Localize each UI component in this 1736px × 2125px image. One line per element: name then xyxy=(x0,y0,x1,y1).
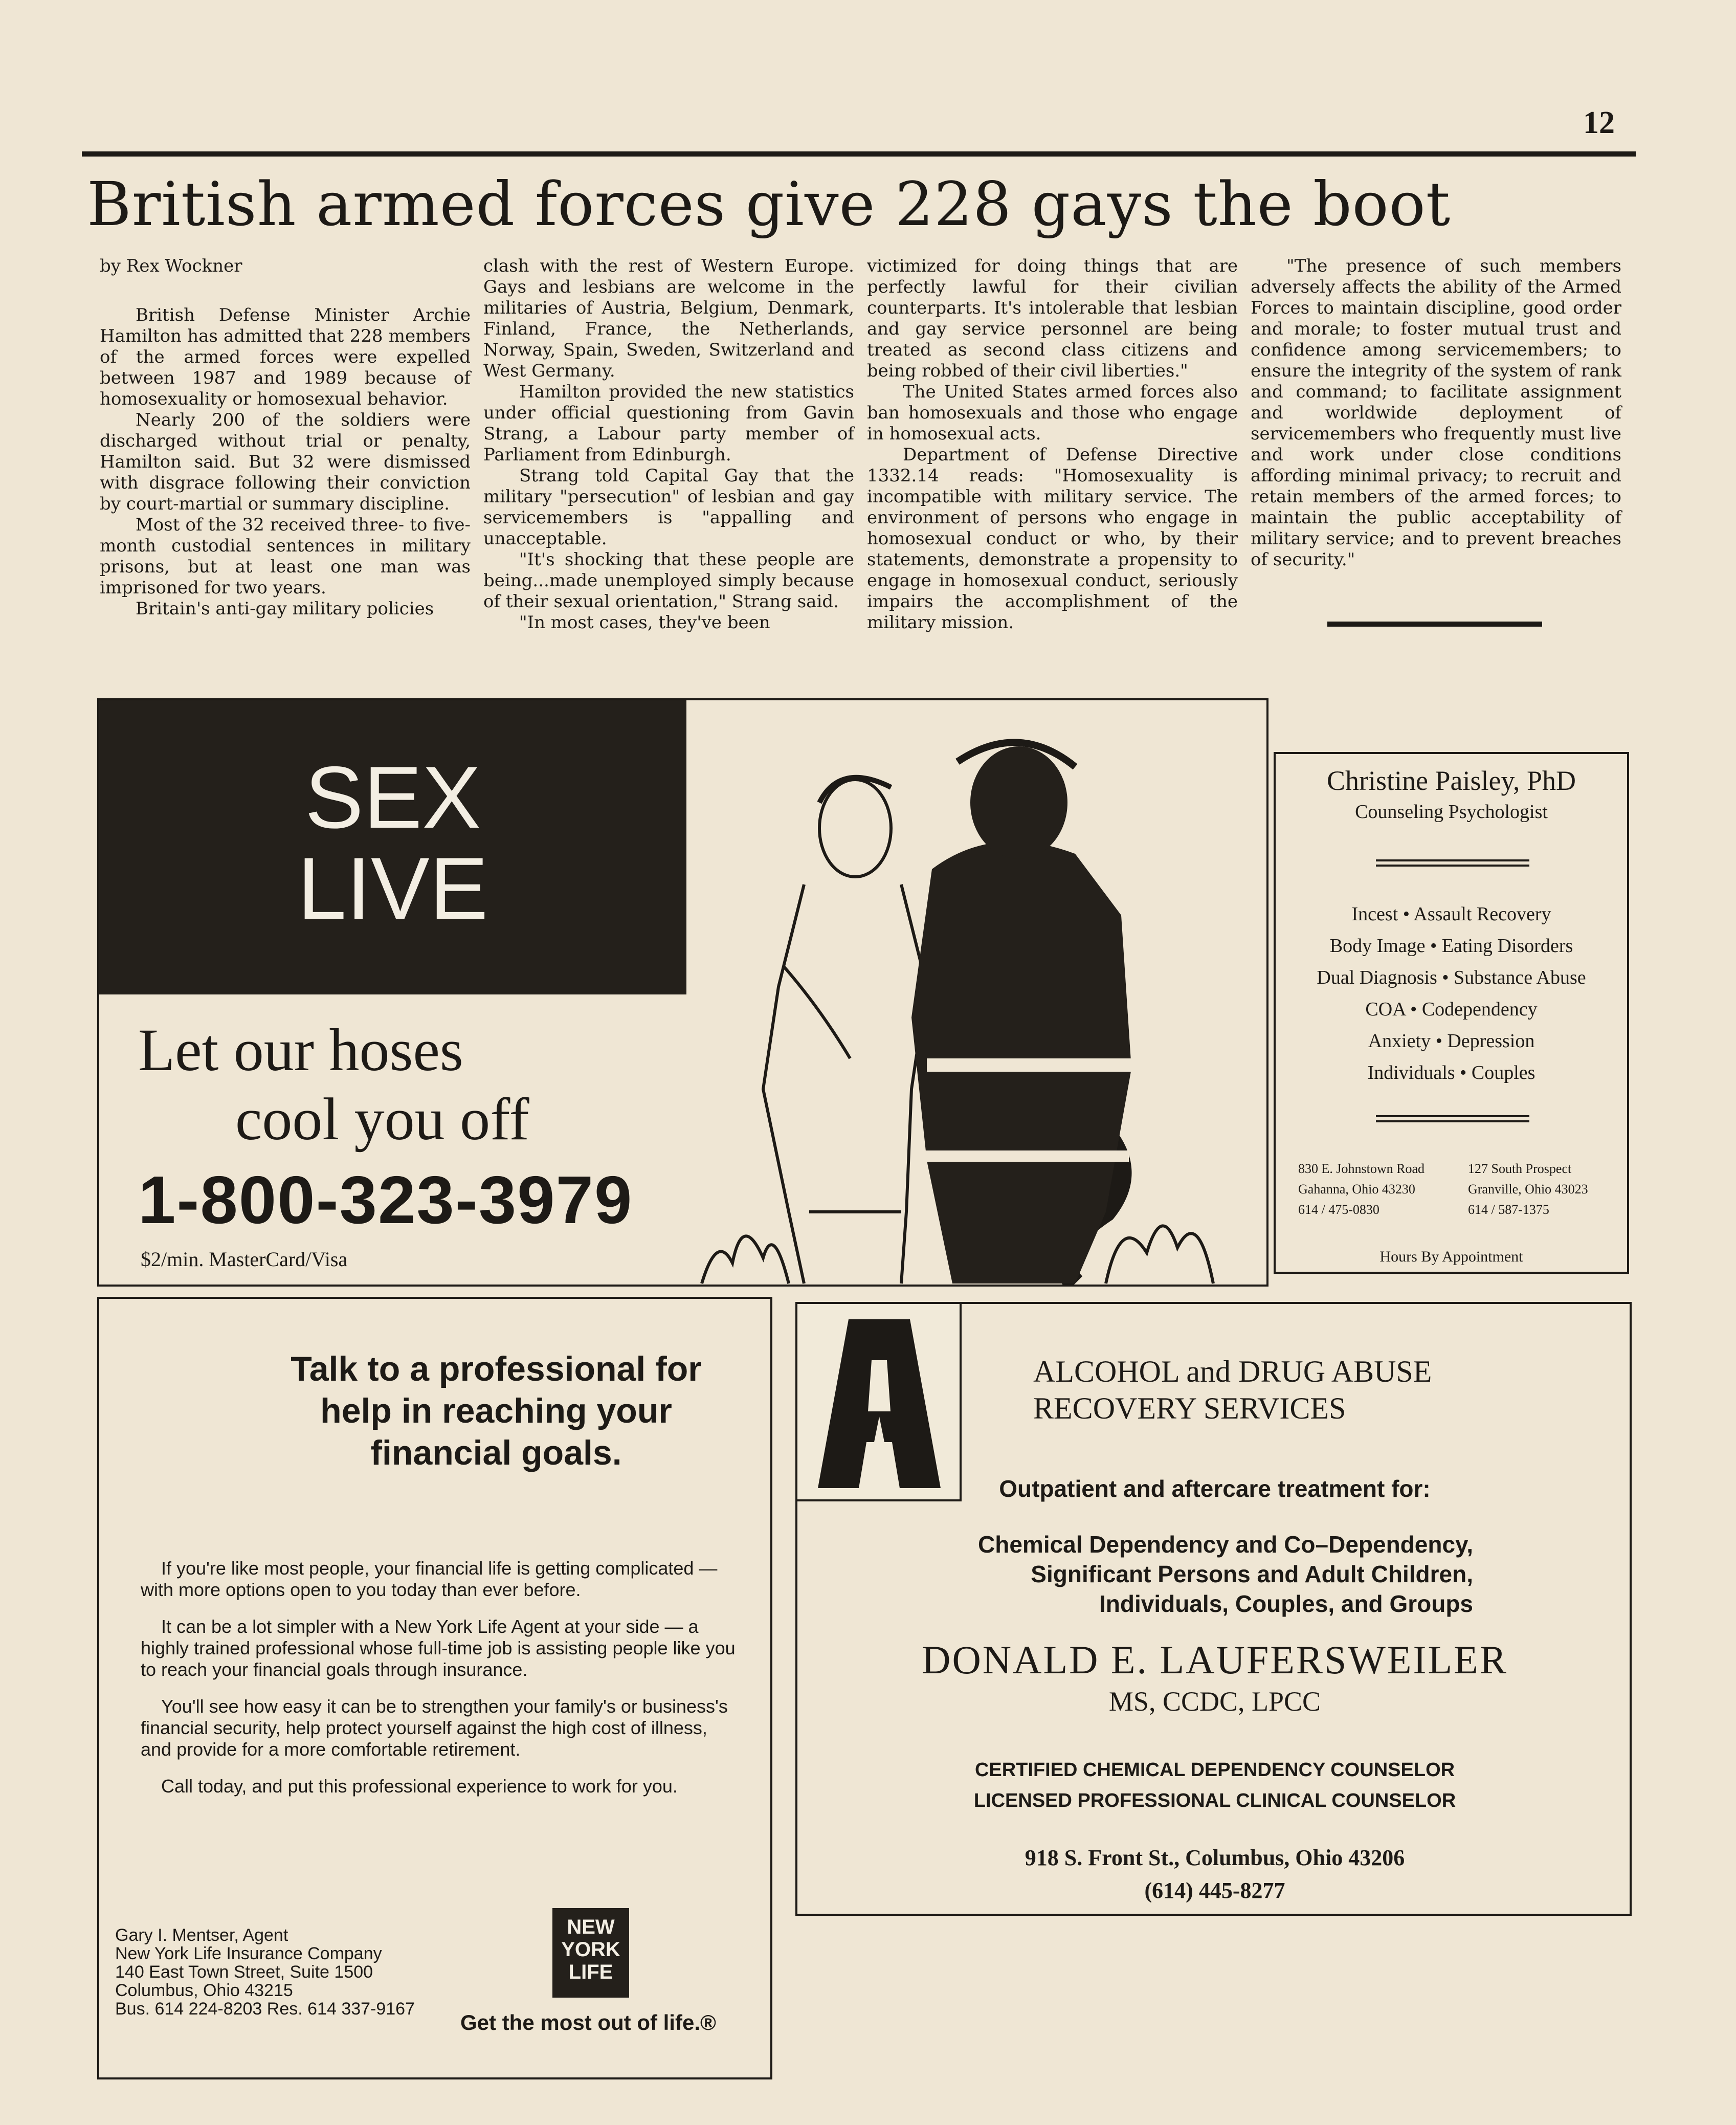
paragraph: British Defense Minister Archie Hamilton has admitted that 228 members of the armed forces were expelled between 1987 and 1989 because of homosexuality or homosexual behavior. xyxy=(100,305,471,409)
specialty-item: COA • Codependency xyxy=(1365,999,1538,1020)
office-address-1 xyxy=(1298,1159,1425,1220)
nyl-paragraph: If you're like most people, your financial life is getting complicated — with more options open to you today than ever before. xyxy=(141,1558,718,1600)
office-city: Gahanna, Ohio 43230 xyxy=(1298,1182,1415,1197)
sex-live-line-2: LIVE xyxy=(297,839,488,938)
treatment-item: Significant Persons and Adult Children, xyxy=(1031,1561,1473,1587)
paragraph: victimized for doing things that are perfectly lawful for their civilian counterparts. It's intolerable that lesbian and gay service personnel are being treated as second class citizens and being robbed of their civil liberties." xyxy=(867,256,1238,381)
agent-phones: Bus. 614 224-8203 Res. 614 337-9167 xyxy=(115,1999,415,2019)
article-column-2 xyxy=(483,256,854,633)
paragraph: "In most cases, they've been xyxy=(519,612,770,633)
specialty-item: Body Image • Eating Disorders xyxy=(1329,935,1573,957)
recovery-phone: (614) 445-8277 xyxy=(1144,1878,1285,1903)
recovery-logo xyxy=(795,1302,962,1501)
office-address-2 xyxy=(1468,1159,1588,1220)
firefighters-illustration xyxy=(686,700,1266,1285)
agent-name: Gary I. Mentser, Agent xyxy=(115,1925,288,1945)
sex-live-tagline-2: cool you off xyxy=(235,1086,529,1153)
nyl-paragraph: It can be a lot simpler with a New York Life Agent at your side — a highly trained professional whose full-time job is assisting people like you to reach your financial goals through insurance. xyxy=(141,1616,736,1680)
divider xyxy=(1376,1115,1529,1122)
sex-live-phone: 1-800-323-3979 xyxy=(138,1162,633,1237)
nyl-headline: Talk to a professional for help in reaching your financial goals. xyxy=(291,1349,702,1472)
sex-live-rates: $2/min. MasterCard/Visa xyxy=(141,1248,348,1271)
nyl-agent-info xyxy=(115,1926,415,2018)
header-rule xyxy=(82,151,1636,157)
nyl-paragraph: Call today, and put this professional experience to work for you. xyxy=(161,1776,678,1797)
recovery-title-line-1: ALCOHOL and DRUG ABUSE xyxy=(1033,1355,1432,1388)
office-city: Granville, Ohio 43023 xyxy=(1468,1182,1588,1197)
certification: LICENSED PROFESSIONAL CLINICAL COUNSELOR xyxy=(973,1790,1456,1811)
nyl-paragraph: You'll see how easy it can be to strengthen your family's or business's financial security, help protect yourself against the high cost of illness, and provide for a more comfortable retirement. xyxy=(141,1696,728,1760)
office-street: 830 E. Johnstown Road xyxy=(1298,1161,1425,1176)
recovery-certifications xyxy=(798,1755,1632,1816)
certification: CERTIFIED CHEMICAL DEPENDENCY COUNSELOR xyxy=(974,1759,1455,1781)
page-number: 12 xyxy=(1583,105,1615,140)
logo-line: YORK xyxy=(561,1938,620,1961)
sex-live-title xyxy=(99,748,686,938)
logo-line: NEW xyxy=(567,1916,615,1938)
paragraph: Most of the 32 received three- to five-month custodial sentences in military prisons, but at least one man was imprisoned for two years. xyxy=(100,515,471,598)
recovery-title-line-2: RECOVERY SERVICES xyxy=(1033,1391,1346,1425)
paragraph: Hamilton provided the new statistics under official questioning from Gavin Strang, a Labour party member of Parliament from Edinburgh. xyxy=(483,382,854,465)
article-column-3 xyxy=(867,256,1238,633)
agent-city: Columbus, Ohio 43215 xyxy=(115,1981,293,2000)
recovery-subhead: Outpatient and aftercare treatment for: xyxy=(999,1475,1431,1502)
treatment-item: Chemical Dependency and Co–Dependency, xyxy=(978,1531,1473,1558)
paragraph: Nearly 200 of the soldiers were discharged without trial or penalty, Hamilton said. But 32 were dismissed with disgrace following their conviction by court-martial or summary discipline. xyxy=(100,410,471,514)
letter-a-logo-icon xyxy=(797,1304,960,1500)
counselor-name: Christine Paisley, PhD xyxy=(1326,765,1576,796)
recovery-address: 918 S. Front St., Columbus, Ohio 43206 xyxy=(1025,1845,1405,1870)
article-headline: British armed forces give 228 gays the boot xyxy=(87,169,1451,239)
logo-line: LIFE xyxy=(568,1961,613,1983)
office-phone: 614 / 587-1375 xyxy=(1468,1202,1549,1217)
recovery-title xyxy=(1033,1353,1432,1427)
article-column-1 xyxy=(100,256,471,619)
recovery-credentials: MS, CCDC, LPCC xyxy=(1108,1686,1321,1717)
paragraph: "It's shocking that these people are being...made unemployed simply because of their sexual orientation," Strang said. xyxy=(483,549,854,612)
article-end-rule xyxy=(1327,622,1542,627)
specialty-item: Individuals • Couples xyxy=(1367,1062,1535,1083)
nyl-logo xyxy=(552,1908,629,1998)
paragraph: "The presence of such members adversely affects the ability of the Armed Forces to maintain discipline, good order and morale; to foster mutual trust and confidence among servicemembers; to ensure the integrity of the system of rank and command; to facilitate assignment and worldwide deployment of servicemembers who frequently must live and work under close conditions affording minimal privacy; to recruit and retain members of the armed forces; to maintain the public acceptability of military service; and to prevent breaches of security." xyxy=(1251,256,1621,570)
byline: by Rex Wockner xyxy=(100,256,242,276)
recovery-counselor-name: DONALD E. LAUFERSWEILER xyxy=(922,1637,1508,1682)
recovery-contact xyxy=(798,1842,1632,1907)
recovery-treatments xyxy=(962,1530,1473,1619)
paragraph: Strang told Capital Gay that the military "persecution" of lesbian and gay servicemembers is "appalling and unacceptable. xyxy=(483,466,854,549)
sex-live-line-1: SEX xyxy=(304,748,481,847)
paragraph: clash with the rest of Western Europe. Gays and lesbians are welcome in the militaries of Austria, Belgium, Denmark, Finland, France, the Netherlands, Norway, Spain, Sweden, Switzerland and West Germany. xyxy=(483,256,854,381)
specialty-item: Anxiety • Depression xyxy=(1368,1030,1535,1052)
counselor-title: Counseling Psychologist xyxy=(1355,801,1548,823)
divider xyxy=(1376,859,1529,867)
agent-company: New York Life Insurance Company xyxy=(115,1944,382,1963)
paragraph: Britain's anti-gay military policies xyxy=(136,599,434,619)
sex-live-tagline-1: Let our hoses xyxy=(138,1016,463,1083)
paragraph: The United States armed forces also ban homosexuals and those who engage in homosexual acts. xyxy=(867,382,1238,444)
article-column-4 xyxy=(1251,256,1621,570)
nyl-tagline: Get the most out of life.® xyxy=(460,2010,716,2034)
office-hours: Hours By Appointment xyxy=(1379,1248,1523,1265)
nyl-body xyxy=(141,1558,739,1812)
paragraph: Department of Defense Directive 1332.14 reads: "Homosexuality is incompatible with military service. The environment of persons who engage in homosexual conduct or who, by their statements, demonstrate a propensity to engage in homosexual conduct, seriously impairs the accomplishment of the military mission. xyxy=(867,445,1238,633)
specialty-item: Incest • Assault Recovery xyxy=(1351,903,1551,925)
office-phone: 614 / 475-0830 xyxy=(1298,1202,1379,1217)
specialty-item: Dual Diagnosis • Substance Abuse xyxy=(1317,967,1586,988)
office-street: 127 South Prospect xyxy=(1468,1161,1572,1176)
treatment-item: Individuals, Couples, and Groups xyxy=(1099,1590,1473,1617)
agent-street: 140 East Town Street, Suite 1500 xyxy=(115,1962,373,1982)
